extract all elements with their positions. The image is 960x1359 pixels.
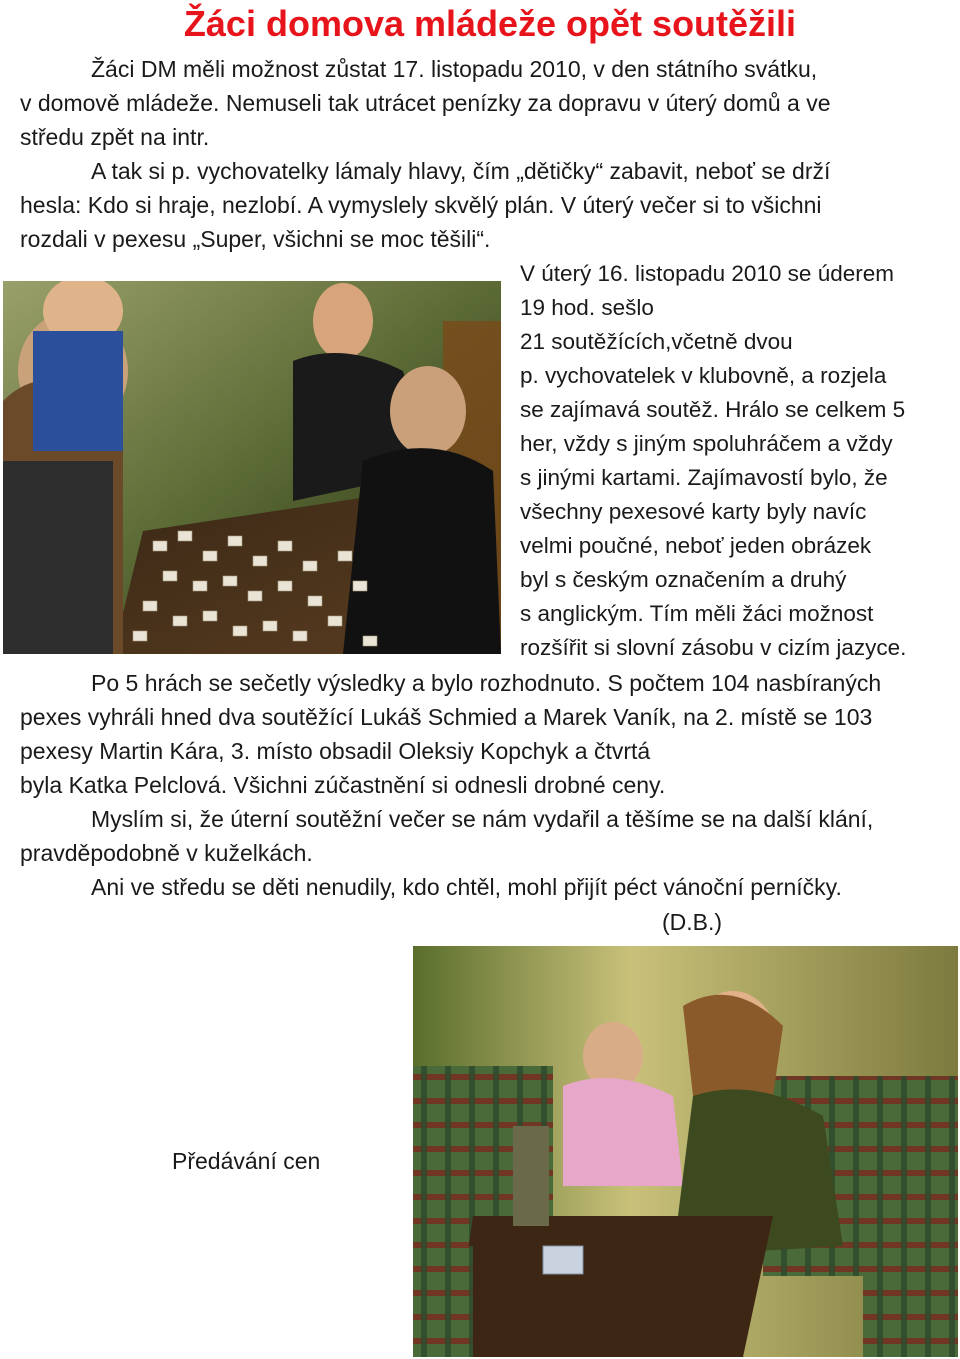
results-line: pexes vyhráli hned dva soutěžící Lukáš Schmied a Marek Vaník, na 2. místě se 103 [20, 704, 873, 730]
wrapped-line: se zajímavá soutěž. Hrálo se celkem 5 [520, 397, 906, 422]
signature: (D.B.) [662, 909, 723, 935]
wrapped-line: s jinými kartami. Zajímavostí bylo, že [520, 465, 888, 490]
results-line: pravděpodobně v kuželkách. [20, 840, 313, 866]
wrapped-line: her, vždy s jiným spoluhráčem a vždy [520, 431, 893, 456]
results-line: pexesy Martin Kára, 3. místo obsadil Oleksiy Kopchyk a čtvrtá [20, 738, 651, 764]
wrapped-line: všechny pexesové karty byly navíc [520, 499, 867, 524]
results-line: Myslím si, že úterní soutěžní večer se nám vydařil a těšíme se na další klání, [91, 806, 874, 832]
wrapped-line: velmi poučné, neboť jeden obrázek [520, 533, 872, 558]
photo-caption: Předávání cen [172, 1148, 321, 1174]
results-line: Po 5 hrách se sečetly výsledky a bylo rozhodnuto. S počtem 104 nasbíraných [91, 670, 882, 696]
intro-line: Žáci DM měli možnost zůstat 17. listopadu 2010, v den státního svátku, [91, 56, 818, 82]
pexeso-game-photo [3, 281, 501, 654]
intro-line: rozdali v pexesu „Super, všichni se moc těšili“. [20, 226, 491, 252]
wrapped-line: s anglickým. Tím měli žáci možnost [520, 601, 874, 626]
intro-line: hesla: Kdo si hraje, nezlobí. A vymyslely skvělý plán. V úterý večer si to všichni [20, 192, 822, 218]
article-title: Žáci domova mládeže opět soutěžili [183, 3, 797, 44]
intro-line: středu zpět na intr. [20, 124, 210, 150]
prize-giving-photo [413, 946, 958, 1357]
wrapped-line: p. vychovatelek v klubovně, a rozjela [520, 363, 887, 388]
wrapped-line: byl s českým označením a druhý [520, 567, 847, 592]
pexeso-game-photo-image [3, 281, 501, 654]
prize-giving-photo-image [413, 946, 958, 1357]
intro-line: A tak si p. vychovatelky lámaly hlavy, čím „dětičky“ zabavit, neboť se drží [91, 158, 831, 184]
wrapped-line: 21 soutěžících,včetně dvou [520, 329, 793, 354]
wrapped-line: V úterý 16. listopadu 2010 se úderem [520, 261, 894, 286]
results-line: Ani ve středu se děti nenudily, kdo chtěl, mohl přijít péct vánoční perníčky. [91, 874, 842, 900]
wrapped-line: 19 hod. sešlo [520, 295, 654, 320]
wrapped-line: rozšířit si slovní zásobu v cizím jazyce. [520, 635, 907, 660]
intro-line: v domově mládeže. Nemuseli tak utrácet penízky za dopravu v úterý domů a ve [20, 90, 831, 116]
results-line: byla Katka Pelclová. Všichni zúčastnění si odnesli drobné ceny. [20, 772, 666, 798]
